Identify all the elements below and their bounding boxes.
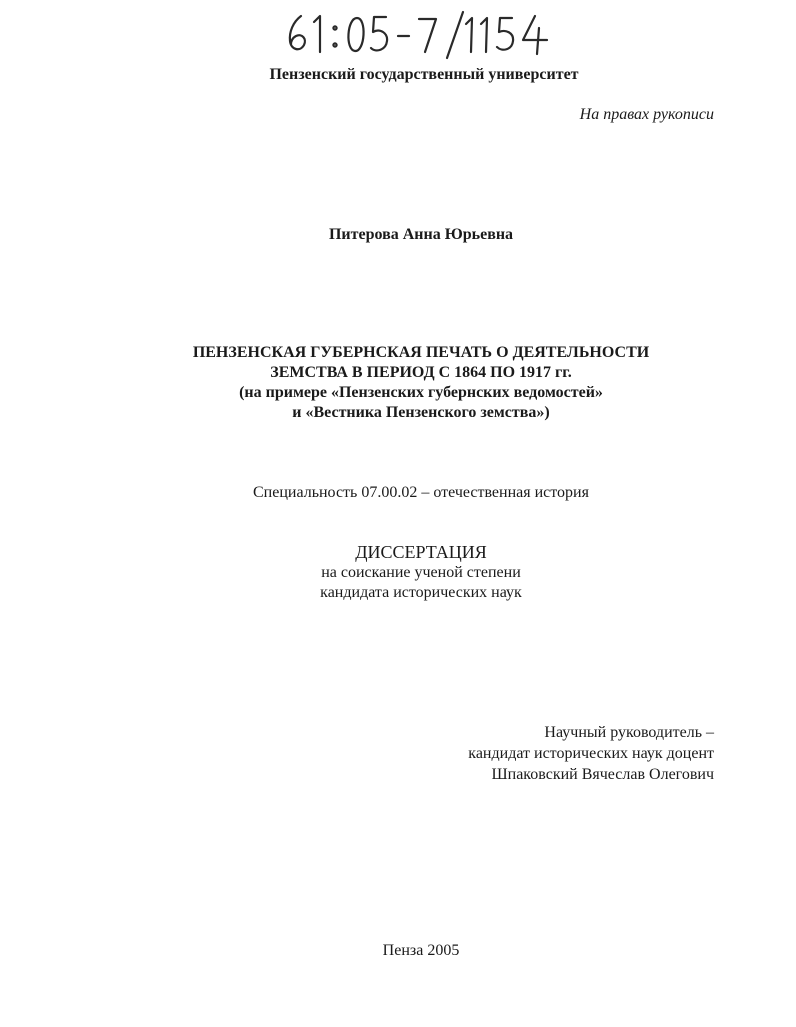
university-name: Пензенский государственный университет: [269, 66, 579, 83]
title-line-3: (на примере «Пензенских губернских ведомостей»: [239, 384, 603, 401]
manuscript-rights-note: На правах рукописи: [579, 106, 714, 123]
city-year: Пенза 2005: [382, 942, 460, 959]
title-line-2: ЗЕМСТВА В ПЕРИОД С 1864 ПО 1917 гг.: [270, 364, 572, 381]
dissertation-title: [0, 343, 796, 423]
author-name: Питерова Анна Юрьевна: [328, 226, 514, 243]
title-line-1: ПЕНЗЕНСКАЯ ГУБЕРНСКАЯ ПЕЧАТЬ О ДЕЯТЕЛЬНОСТИ: [192, 344, 650, 361]
scientific-advisor: [468, 722, 714, 785]
advisor-line-2: кандидат исторических наук доцент: [468, 745, 714, 762]
handwritten-mark-drawing: [285, 8, 565, 60]
specialty-line: Специальность 07.00.02 – отечественная история: [253, 484, 589, 501]
advisor-line-3: Шпаковский Вячеслав Олегович: [491, 766, 714, 783]
degree-line-1: на соискание ученой степени: [321, 564, 521, 581]
dissertation-heading: ДИССЕРТАЦИЯ: [355, 542, 487, 562]
title-line-4: и «Вестника Пензенского земства»): [292, 404, 550, 421]
handwritten-shelf-mark: [285, 8, 565, 60]
dissertation-block: [0, 541, 796, 603]
advisor-line-1: Научный руководитель –: [544, 724, 714, 741]
degree-line-2: кандидата исторических наук: [320, 584, 522, 601]
